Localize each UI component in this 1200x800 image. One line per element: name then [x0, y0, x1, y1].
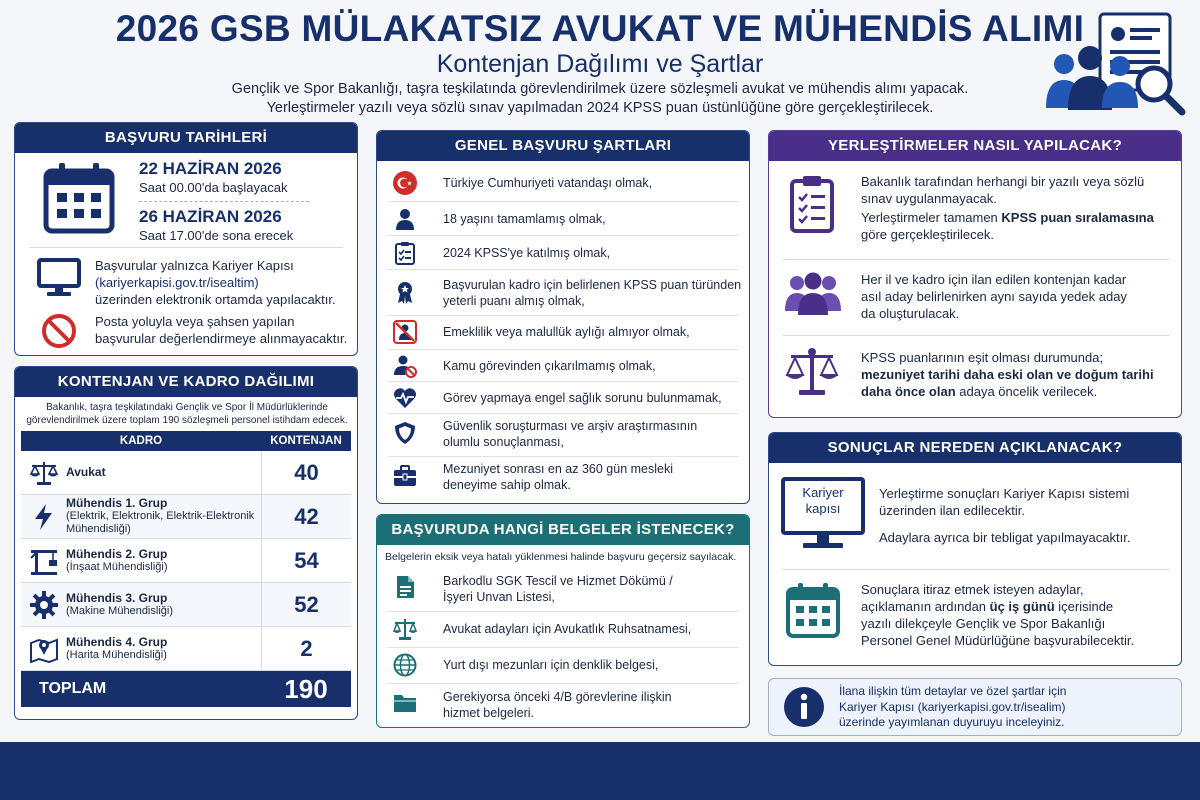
placement-paragraph	[861, 173, 1171, 243]
text-line: üzerinden ilan edilecektir.	[879, 503, 1025, 518]
lightning-icon	[31, 503, 57, 531]
row-icon-cell	[21, 583, 66, 627]
text-line: Görev yapmaya engel sağlık sorunu bulunmamak,	[443, 391, 722, 405]
online-application-text	[95, 257, 350, 308]
table-header	[21, 431, 351, 451]
text-line: yazılı dilekçeyle Gençlik ve Spor Bakanlığı	[861, 616, 1106, 631]
text-line: Başvurular yalnızca Kariyer Kapısı	[95, 258, 294, 273]
list-item	[377, 649, 749, 681]
text-line: deneyime sahip olmak.	[443, 478, 571, 492]
results-paragraph	[879, 485, 1175, 546]
header	[0, 0, 1200, 120]
row-name-cell	[66, 497, 261, 536]
page-title: 2026 GSB MÜLAKATSIZ AVUKAT VE MÜHENDİS ALIMI	[115, 8, 1085, 49]
folder-icon	[393, 691, 417, 715]
award-icon	[393, 280, 417, 304]
list-item	[377, 316, 749, 348]
list-item	[377, 415, 749, 455]
row-name: Mühendis 2. Grup	[66, 546, 168, 561]
row-icon-cell	[21, 495, 66, 539]
intro-line: Gençlik ve Spor Bakanlığı, taşra teşkilatında görevlendirilmek üzere sözleşmeli avukat ve mühendis alımı yapacak.	[231, 81, 969, 97]
quota-note	[21, 401, 353, 427]
text-line: Avukat adayları için Avukatlık Ruhsatnamesi,	[443, 622, 692, 636]
text-line: Sonuçlara itiraz etmek isteyen adaylar,	[861, 582, 1084, 597]
row-icon-cell	[21, 451, 66, 495]
document-text	[443, 573, 743, 605]
text-line: da oluşturulacak.	[861, 306, 960, 321]
table-row	[21, 583, 351, 627]
row-name: Mühendis 3. Grup	[66, 590, 168, 605]
requirement-text	[443, 418, 743, 450]
divider	[387, 235, 739, 236]
row-name-cell	[66, 548, 261, 574]
table-row	[21, 539, 351, 583]
checklist-icon	[789, 175, 835, 233]
end-date: 26 HAZİRAN 2026	[139, 207, 282, 226]
scales-icon	[393, 617, 417, 641]
turkish-flag-icon	[393, 171, 417, 195]
requirement-text	[443, 245, 743, 261]
divider	[783, 335, 1169, 336]
placement-paragraph	[861, 271, 1171, 322]
row-detail: (İnşaat Mühendisliği)	[66, 560, 168, 573]
scales-icon	[785, 347, 839, 397]
info-text	[839, 684, 1175, 731]
requirement-text	[443, 211, 743, 227]
column-header-kontenjan: KONTENJAN	[270, 435, 342, 447]
info-icon	[783, 686, 825, 728]
row-icon-cell	[21, 627, 66, 671]
calendar-icon	[785, 581, 841, 639]
text-line: sınav uygulanmayacak.	[861, 191, 997, 206]
emphasis-text: daha önce olan	[861, 384, 956, 399]
requirements-card	[376, 130, 750, 504]
row-name: Mühendis 1. Grup	[66, 496, 168, 510]
row-icon-cell	[21, 539, 66, 583]
document-icon	[393, 575, 417, 599]
text-line: üzerinde yayımlanan duyuruyu inceleyiniz.	[839, 715, 1065, 729]
emphasis-text: KPSS puan sıralamasına	[1001, 210, 1154, 225]
divider	[783, 569, 1169, 570]
placement-paragraph	[861, 349, 1177, 400]
list-item	[377, 685, 749, 725]
text-line: üzerinden elektronik ortamda yapılacaktır.	[95, 292, 336, 307]
list-item	[377, 613, 749, 645]
briefcase-icon	[393, 464, 417, 488]
dates-card	[14, 122, 358, 356]
divider	[29, 247, 343, 248]
text-line: Emeklilik veya malullük aylığı almıyor olmak,	[443, 325, 690, 339]
gear-icon	[29, 590, 59, 620]
text-line: Her il ve kadro için ilan edilen kontenjan kadar	[861, 272, 1127, 287]
list-item	[377, 382, 749, 414]
text-line: Başvurulan kadro için belirlenen KPSS puan türünden	[443, 278, 742, 292]
text-line: İşyeri Unvan Listesi,	[443, 590, 555, 604]
row-name-cell	[66, 466, 261, 479]
calendar-icon	[43, 161, 115, 235]
row-value: 42	[261, 495, 351, 539]
emphasis-text: üç iş günü	[989, 599, 1055, 614]
text-line: Adaylara ayrıca bir tebligat yapılmayacaktır.	[879, 530, 1131, 545]
table-body	[21, 451, 351, 671]
text-line: Türkiye Cumhuriyeti vatandaşı olmak,	[443, 176, 653, 190]
row-detail: (Harita Mühendisliği)	[66, 648, 167, 661]
quota-heading: KONTENJAN VE KADRO DAĞILIMI	[15, 367, 357, 397]
list-item	[377, 569, 749, 609]
start-date: 22 HAZİRAN 2026	[139, 159, 282, 178]
text-segment: açıklamanın ardından	[861, 599, 990, 614]
text-line: Yerleştirme sonuçları Kariyer Kapısı sistemi	[879, 486, 1130, 501]
row-value: 52	[261, 583, 351, 627]
table-row	[21, 451, 351, 495]
page-subtitle: Kontenjan Dağılımı ve Şartlar	[436, 50, 764, 78]
person-block-icon	[393, 354, 417, 378]
list-item	[377, 203, 749, 235]
prohibited-icon	[41, 313, 77, 349]
dates-heading: BAŞVURU TARİHLERİ	[15, 123, 357, 153]
text-segment: Yerleştirmeler tamamen	[861, 210, 1002, 225]
monitor-icon	[37, 258, 81, 298]
text-line: Bakanlık tarafından herhangi bir yazılı veya sözlü	[861, 174, 1145, 189]
text-line: Personel Genel Müdürlüğüne başvurabilecektir.	[861, 633, 1135, 648]
list-item	[377, 458, 749, 498]
scales-icon	[29, 460, 59, 486]
heart-pulse-icon	[393, 386, 417, 410]
row-detail: (Makine Mühendisliği)	[66, 604, 173, 617]
documents-note: Belgelerin eksik veya hatalı yüklenmesi halinde başvuru geçersiz sayılacak.	[385, 551, 737, 563]
logo-text: Kariyer	[802, 485, 844, 500]
recruitment-illustration-icon	[1030, 8, 1190, 118]
crane-icon	[29, 546, 59, 576]
mail-application-text	[95, 313, 350, 347]
info-box	[768, 678, 1182, 736]
requirement-text	[443, 461, 743, 493]
text-line: İlana ilişkin tüm detaylar ve özel şartlar için	[839, 684, 1067, 698]
divider	[387, 456, 739, 457]
text-line: Barkodlu SGK Tescil ve Hizmet Dökümü /	[443, 574, 673, 588]
text-line: 18 yaşını tamamlamış olmak,	[443, 212, 606, 226]
documents-heading: BAŞVURUDA HANGİ BELGELER İSTENECEK?	[377, 515, 749, 545]
text-segment: adaya öncelik verilecek.	[955, 384, 1098, 399]
row-name: Mühendis 4. Grup	[66, 634, 168, 649]
group-icon	[783, 271, 843, 315]
row-detail: (Elektrik, Elektronik, Elektrik-Elektronik Mühendisliği)	[66, 510, 255, 535]
text-line: göre gerçekleştirilecek.	[861, 227, 994, 242]
kariyer-kapisi-logo	[781, 477, 865, 551]
footer-bar	[0, 742, 1200, 800]
text-line: görevlendirilmek üzere toplam 190 sözleşmeli personel istihdam edecek.	[26, 415, 348, 426]
results-card	[768, 432, 1182, 666]
list-item	[377, 274, 749, 314]
quota-card	[14, 366, 358, 720]
divider	[387, 683, 739, 684]
text-line: Yurt dışı mezunları için denklik belgesi,	[443, 658, 659, 672]
quota-table	[21, 431, 351, 707]
total-label: TOPLAM	[39, 680, 107, 697]
text-line: başvurular değerlendirmeye alınmayacaktır.	[95, 331, 348, 346]
list-item	[377, 237, 749, 269]
row-name-cell	[66, 592, 261, 618]
divider	[387, 611, 739, 612]
text-line: asıl aday belirlenirken aynı sayıda yedek aday	[861, 289, 1127, 304]
clipboard-icon	[393, 241, 417, 265]
table-row	[21, 627, 351, 671]
text-line: Güvenlik soruşturması ve arşiv araştırmasının	[443, 419, 698, 433]
shield-icon	[393, 421, 417, 445]
requirement-text	[443, 324, 743, 340]
requirement-text	[443, 358, 743, 374]
requirements-heading: GENEL BAŞVURU ŞARTLARI	[377, 131, 749, 161]
total-value: 190	[284, 673, 328, 704]
emphasis-text: mezuniyet tarihi daha eski olan ve doğum tarihi	[861, 367, 1154, 382]
placement-card	[768, 130, 1182, 418]
requirement-text	[443, 277, 743, 309]
divider	[387, 269, 739, 270]
intro-text	[200, 80, 1000, 118]
table-row	[21, 495, 351, 539]
end-time: Saat 17.00'de sona erecek	[139, 228, 294, 243]
row-value: 54	[261, 539, 351, 583]
text-line: Kamu görevinden çıkarılmamış olmak,	[443, 359, 656, 373]
row-value: 2	[261, 627, 351, 671]
text-line: yeterli puanı almış olmak,	[443, 294, 585, 308]
divider	[387, 413, 739, 414]
list-item	[377, 350, 749, 382]
text-line: Posta yoluyla veya şahsen yapılan	[95, 314, 295, 329]
text-line: Mezuniyet sonrası en az 360 gün mesleki	[443, 462, 673, 476]
list-item	[377, 167, 749, 199]
text-line: Kariyer Kapısı (kariyerkapisi.gov.tr/isealim)	[839, 699, 1066, 714]
text-line: Bakanlık, taşra teşkilatındaki Gençlik ve Spor İl Müdürlüklerinde	[46, 402, 328, 413]
start-time: Saat 00.00'da başlayacak	[139, 180, 288, 195]
divider	[783, 259, 1169, 260]
results-paragraph	[861, 581, 1177, 649]
document-text	[443, 657, 743, 673]
documents-card	[376, 514, 750, 728]
text-segment: içerisinde	[1054, 599, 1114, 614]
divider	[387, 647, 739, 648]
row-name-cell	[66, 636, 261, 662]
document-text	[443, 621, 743, 637]
text-line: hizmet belgeleri.	[443, 706, 535, 720]
requirement-text	[443, 390, 743, 406]
text-line: olumlu sonuçlanması,	[443, 435, 564, 449]
row-value: 40	[261, 451, 351, 495]
requirement-text	[443, 175, 743, 191]
text-line: Gerekiyorsa önceki 4/B görevlerine ilişkin	[443, 690, 672, 704]
placement-heading: YERLEŞTİRMELER NASIL YAPILACAK?	[769, 131, 1181, 161]
table-total-row	[21, 671, 351, 707]
intro-line: Yerleştirmeler yazılı veya sözlü sınav yapılmadan 2024 KPSS puan üstünlüğüne göre gerçekleştirilecek.	[266, 100, 934, 116]
row-name: Avukat	[66, 465, 106, 479]
person-icon	[393, 207, 417, 231]
document-text	[443, 689, 743, 721]
text-line: (kariyerkapisi.gov.tr/isealtim)	[95, 275, 259, 290]
text-line: KPSS puanlarının eşit olması durumunda;	[861, 350, 1104, 365]
column-header-kadro: KADRO	[119, 435, 163, 447]
results-heading: SONUÇLAR NEREDEN AÇIKLANACAK?	[769, 433, 1181, 463]
logo-text: kapısı	[805, 501, 841, 516]
no-pension-icon	[393, 320, 417, 344]
divider	[387, 201, 739, 202]
divider	[139, 201, 309, 202]
globe-icon	[393, 653, 417, 677]
text-line: 2024 KPSS'ye katılmış olmak,	[443, 246, 611, 260]
map-icon	[29, 635, 59, 663]
